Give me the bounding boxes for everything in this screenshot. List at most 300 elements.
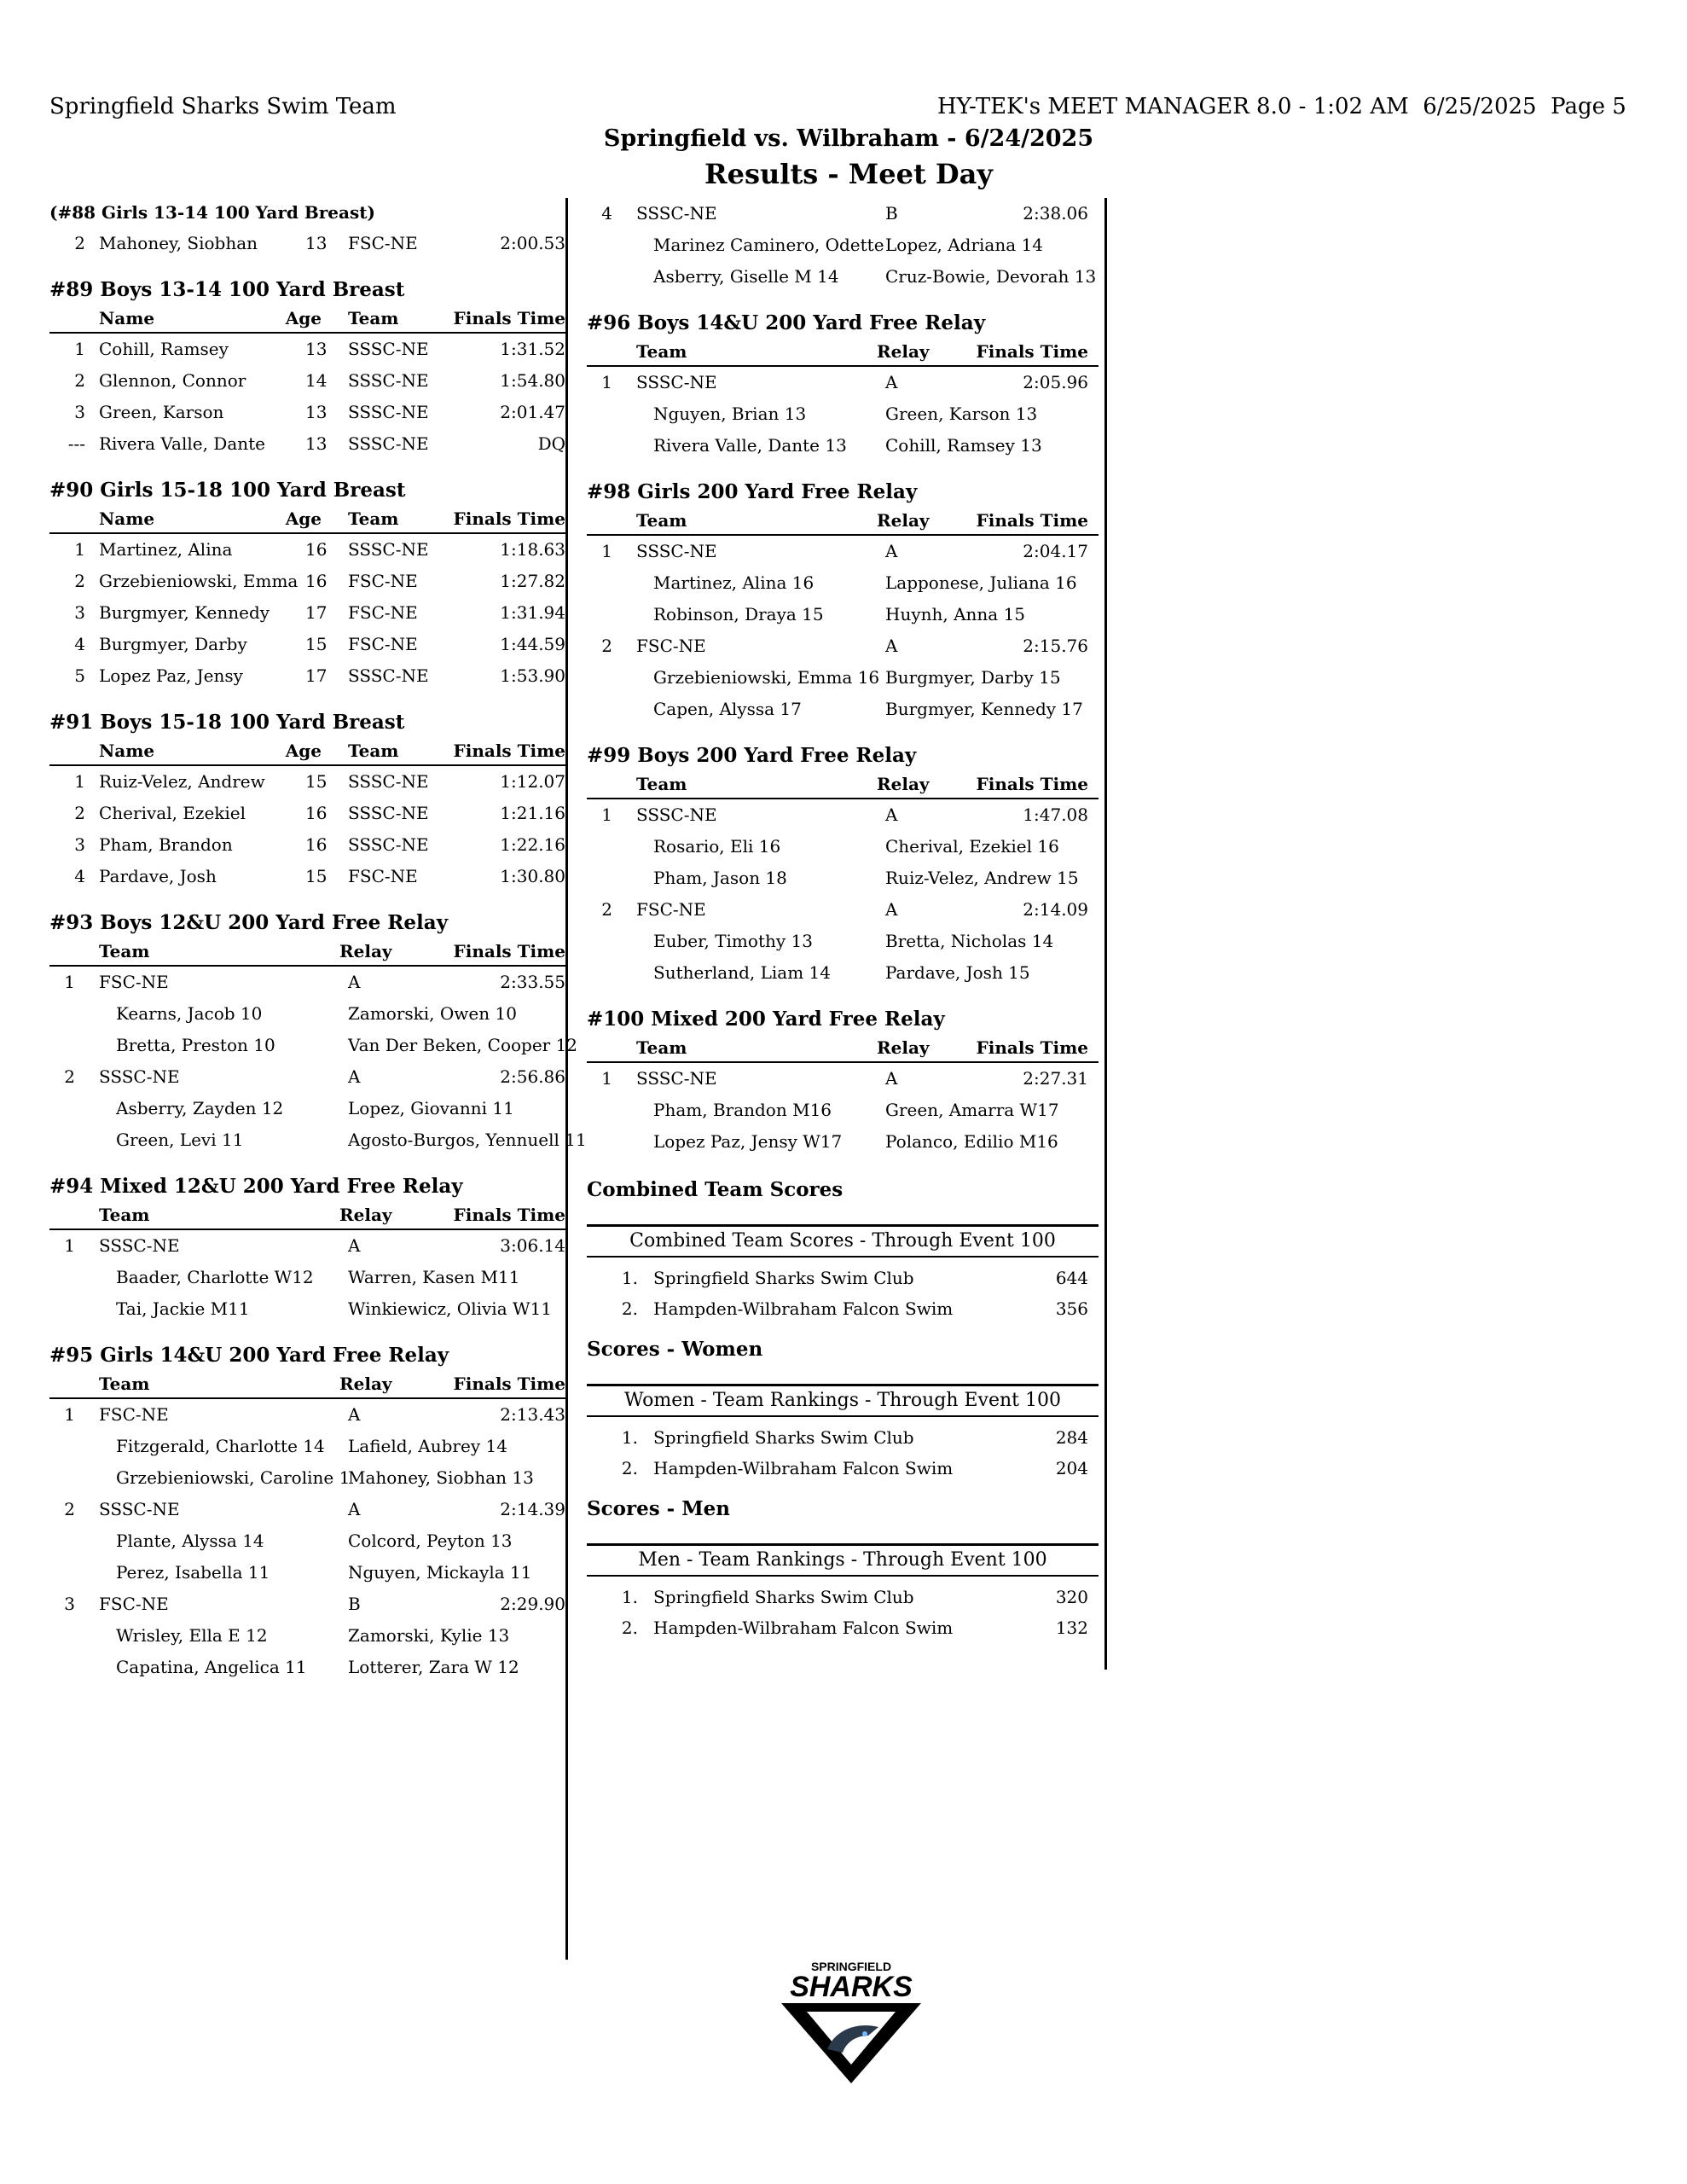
team-rank: 1. bbox=[621, 1427, 638, 1448]
team: SSSC-NE bbox=[636, 1068, 717, 1089]
finals-time: 1:22.16 bbox=[500, 834, 565, 855]
relay-row bbox=[587, 536, 1099, 567]
relay-letter: A bbox=[348, 972, 361, 992]
column-divider-left bbox=[565, 198, 568, 1960]
event-title: #94 Mixed 12&U 200 Yard Free Relay bbox=[49, 1175, 463, 1198]
finals-time: 1:47.08 bbox=[1023, 804, 1088, 825]
header-team: Team bbox=[99, 941, 150, 961]
header-age: Age bbox=[285, 741, 322, 761]
header-finals-time: Finals Time bbox=[453, 508, 565, 529]
team-rank: 1. bbox=[621, 1587, 638, 1607]
place: 1 bbox=[74, 339, 85, 359]
team-score: 320 bbox=[1055, 1587, 1088, 1607]
relay-swimmers-row bbox=[587, 229, 1099, 261]
finals-time: 1:44.59 bbox=[500, 634, 565, 654]
team: SSSC-NE bbox=[348, 771, 429, 792]
header-relay: Relay bbox=[339, 1374, 392, 1394]
team-score-row bbox=[587, 1422, 1099, 1453]
team-score-row bbox=[587, 1612, 1099, 1643]
relay-results-header bbox=[587, 1034, 1099, 1063]
header-relay: Relay bbox=[339, 1205, 392, 1225]
springfield-sharks-logo bbox=[774, 1954, 928, 2090]
relay-swimmer: Ruiz-Velez, Andrew 15 bbox=[885, 868, 1079, 888]
finals-time: 2:33.55 bbox=[500, 972, 565, 992]
header-finals-time: Finals Time bbox=[453, 1374, 565, 1394]
relay-swimmer: Pardave, Josh 15 bbox=[885, 962, 1030, 983]
relay-event-block bbox=[587, 198, 1099, 293]
header-team: Team bbox=[99, 1374, 150, 1394]
relay-swimmers-row bbox=[49, 1620, 565, 1652]
header-finals-time: Finals Time bbox=[976, 510, 1088, 531]
result-row bbox=[49, 829, 565, 861]
relay-swimmer: Martinez, Alina 16 bbox=[653, 572, 815, 593]
relay-letter: B bbox=[885, 203, 898, 224]
result-row bbox=[49, 534, 565, 566]
header-team: Team bbox=[636, 510, 687, 531]
relay-swimmers-row bbox=[587, 430, 1099, 462]
team: FSC-NE bbox=[636, 899, 706, 920]
relay-swimmer: Plante, Alyssa 14 bbox=[116, 1531, 264, 1551]
relay-swimmer: Nguyen, Mickayla 11 bbox=[348, 1562, 532, 1583]
age: 14 bbox=[305, 370, 328, 391]
relay-swimmer: Sutherland, Liam 14 bbox=[653, 962, 831, 983]
header-relay: Relay bbox=[877, 1037, 930, 1058]
relay-results-header bbox=[49, 1201, 565, 1230]
team: SSSC-NE bbox=[348, 433, 429, 454]
relay-letter: B bbox=[348, 1594, 361, 1614]
team: FSC-NE bbox=[348, 233, 418, 253]
finals-time: 1:53.90 bbox=[500, 665, 565, 686]
relay-swimmer: Tai, Jackie M11 bbox=[116, 1298, 250, 1319]
age: 15 bbox=[305, 866, 328, 886]
event-title: #96 Boys 14&U 200 Yard Free Relay bbox=[587, 311, 986, 334]
swimmer-name: Burgmyer, Darby bbox=[99, 634, 247, 654]
relay-event-block bbox=[587, 1004, 1099, 1158]
relay-swimmer: Mahoney, Siobhan 13 bbox=[348, 1467, 534, 1488]
age: 13 bbox=[305, 233, 328, 253]
team-name: Springfield Sharks Swim Club bbox=[653, 1587, 914, 1607]
scores-box-title: Men - Team Rankings - Through Event 100 bbox=[587, 1543, 1099, 1577]
relay-swimmers-row bbox=[49, 1124, 587, 1156]
finals-time: 2:29.90 bbox=[500, 1594, 565, 1614]
relay-swimmer: Kearns, Jacob 10 bbox=[116, 1003, 263, 1024]
header-team: Team bbox=[636, 1037, 687, 1058]
place: 3 bbox=[74, 402, 85, 422]
left-column bbox=[49, 198, 587, 1699]
finals-time: DQ bbox=[537, 433, 565, 454]
place: 2 bbox=[601, 899, 612, 920]
place: 3 bbox=[74, 602, 85, 623]
relay-swimmer: Perez, Isabella 11 bbox=[116, 1562, 270, 1583]
team: FSC-NE bbox=[99, 972, 169, 992]
team: FSC-NE bbox=[99, 1594, 169, 1614]
relay-swimmers-row bbox=[49, 1557, 565, 1589]
relay-letter: A bbox=[885, 899, 898, 920]
team: FSC-NE bbox=[348, 866, 418, 886]
swimmer-name: Pardave, Josh bbox=[99, 866, 217, 886]
relay-row bbox=[587, 894, 1099, 926]
age: 13 bbox=[305, 339, 328, 359]
relay-row bbox=[587, 198, 1099, 229]
relay-event-block bbox=[587, 477, 1099, 725]
event-title: #89 Boys 13-14 100 Yard Breast bbox=[49, 278, 405, 301]
place: 1 bbox=[64, 1235, 75, 1256]
team-rank: 1. bbox=[621, 1268, 638, 1288]
relay-swimmers-row bbox=[49, 1462, 565, 1494]
relay-swimmer: Rosario, Eli 16 bbox=[653, 836, 781, 857]
age: 15 bbox=[305, 771, 328, 792]
event-title: #91 Boys 15-18 100 Yard Breast bbox=[49, 711, 405, 734]
swimmer-name: Green, Karson bbox=[99, 402, 224, 422]
team: FSC-NE bbox=[348, 571, 418, 591]
team-score: 204 bbox=[1055, 1458, 1088, 1478]
team: SSSC-NE bbox=[99, 1066, 180, 1087]
finals-time: 2:56.86 bbox=[500, 1066, 565, 1087]
header-relay: Relay bbox=[339, 941, 392, 961]
finals-time: 2:01.47 bbox=[500, 402, 565, 422]
results-header bbox=[49, 305, 565, 334]
relay-swimmers-row bbox=[49, 1293, 565, 1325]
relay-swimmer: Capen, Alyssa 17 bbox=[653, 699, 802, 719]
relay-swimmers-row bbox=[587, 863, 1099, 894]
relay-swimmer: Bretta, Preston 10 bbox=[116, 1035, 275, 1055]
relay-swimmer: Capatina, Angelica 11 bbox=[116, 1657, 307, 1677]
relay-row bbox=[49, 1061, 565, 1093]
relay-swimmer: Winkiewicz, Olivia W11 bbox=[348, 1298, 552, 1319]
result-row bbox=[49, 566, 565, 597]
relay-swimmer: Grzebieniowski, Caroline 1 bbox=[116, 1467, 351, 1488]
result-row bbox=[49, 798, 565, 829]
team: SSSC-NE bbox=[348, 539, 429, 560]
team-scores-block bbox=[587, 1492, 1099, 1643]
scores-section-title: Scores - Men bbox=[587, 1497, 731, 1520]
relay-swimmers-row bbox=[587, 567, 1099, 599]
relay-letter: A bbox=[348, 1404, 361, 1425]
team: SSSC-NE bbox=[348, 834, 429, 855]
place: 3 bbox=[74, 834, 85, 855]
team: SSSC-NE bbox=[348, 402, 429, 422]
relay-event-block bbox=[49, 908, 587, 1156]
place: 2 bbox=[74, 571, 85, 591]
relay-letter: A bbox=[885, 372, 898, 392]
finals-time: 2:00.53 bbox=[500, 233, 565, 253]
event-title: #90 Girls 15-18 100 Yard Breast bbox=[49, 479, 406, 502]
relay-swimmer: Robinson, Draya 15 bbox=[653, 604, 824, 624]
team-score-row bbox=[587, 1453, 1099, 1484]
relay-results-header bbox=[49, 938, 565, 967]
place: 4 bbox=[601, 203, 612, 224]
scores-box-title: Combined Team Scores - Through Event 100 bbox=[587, 1224, 1099, 1258]
relay-row bbox=[587, 367, 1099, 398]
logo-main-text: SHARKS bbox=[790, 1971, 913, 2003]
event-title: (#88 Girls 13-14 100 Yard Breast) bbox=[49, 202, 375, 223]
relay-event-block bbox=[49, 1171, 565, 1325]
swimmer-name: Pham, Brandon bbox=[99, 834, 233, 855]
relay-row bbox=[587, 630, 1099, 662]
relay-swimmers-row bbox=[587, 1095, 1099, 1126]
relay-results-header bbox=[49, 1370, 565, 1399]
place: 1 bbox=[74, 539, 85, 560]
relay-event-block bbox=[587, 308, 1099, 462]
team: SSSC-NE bbox=[636, 203, 717, 224]
relay-swimmers-row bbox=[49, 1431, 565, 1462]
relay-swimmers-row bbox=[587, 957, 1099, 989]
relay-swimmers-row bbox=[587, 694, 1099, 725]
team-score-row bbox=[587, 1293, 1099, 1324]
place: 3 bbox=[64, 1594, 75, 1614]
relay-swimmer: Euber, Timothy 13 bbox=[653, 931, 813, 951]
relay-swimmer: Pham, Jason 18 bbox=[653, 868, 787, 888]
header-relay: Relay bbox=[877, 774, 930, 794]
header-team: Team bbox=[99, 1205, 150, 1225]
results-header bbox=[49, 505, 565, 534]
header-finals-time: Finals Time bbox=[453, 741, 565, 761]
relay-swimmer: Burgmyer, Darby 15 bbox=[885, 667, 1061, 688]
relay-swimmer: Polanco, Edilio M16 bbox=[885, 1131, 1058, 1152]
relay-swimmers-row bbox=[49, 1525, 565, 1557]
header-finals-time: Finals Time bbox=[453, 941, 565, 961]
finals-time: 1:21.16 bbox=[500, 803, 565, 823]
place: 1 bbox=[64, 972, 75, 992]
header-name: Name bbox=[99, 308, 155, 328]
team: SSSC-NE bbox=[348, 803, 429, 823]
team: FSC-NE bbox=[99, 1404, 169, 1425]
finals-time: 1:30.80 bbox=[500, 866, 565, 886]
page-subtitle: Results - Meet Day bbox=[704, 158, 993, 190]
relay-swimmer: Green, Amarra W17 bbox=[885, 1100, 1059, 1120]
relay-swimmer: Lafield, Aubrey 14 bbox=[348, 1436, 507, 1456]
age: 16 bbox=[305, 803, 328, 823]
finals-time: 3:06.14 bbox=[500, 1235, 565, 1256]
team: SSSC-NE bbox=[99, 1499, 180, 1519]
team-rank: 2. bbox=[621, 1618, 638, 1638]
relay-swimmer: Huynh, Anna 15 bbox=[885, 604, 1026, 624]
header-age: Age bbox=[285, 508, 322, 529]
finals-time: 1:54.80 bbox=[500, 370, 565, 391]
team-score: 644 bbox=[1055, 1268, 1088, 1288]
team-name: Hampden-Wilbraham Falcon Swim bbox=[653, 1298, 954, 1319]
header-finals-time: Finals Time bbox=[453, 308, 565, 328]
relay-results-header bbox=[587, 507, 1099, 536]
relay-swimmer: Cruz-Bowie, Devorah 13 bbox=[885, 266, 1097, 287]
header-finals-time: Finals Time bbox=[976, 774, 1088, 794]
relay-letter: A bbox=[885, 541, 898, 561]
relay-swimmer: Lopez Paz, Jensy W17 bbox=[653, 1131, 843, 1152]
team-name: Springfield Sharks Swim Club bbox=[653, 1268, 914, 1288]
result-row bbox=[49, 228, 565, 259]
relay-row bbox=[49, 1589, 565, 1620]
team-score: 284 bbox=[1055, 1427, 1088, 1448]
relay-swimmers-row bbox=[587, 1126, 1099, 1158]
relay-letter: A bbox=[348, 1499, 361, 1519]
place: 2 bbox=[74, 233, 85, 253]
finals-time: 2:04.17 bbox=[1023, 541, 1088, 561]
team: SSSC-NE bbox=[636, 372, 717, 392]
relay-swimmers-row bbox=[587, 261, 1099, 293]
team-score-row bbox=[587, 1263, 1099, 1293]
result-row bbox=[49, 629, 565, 660]
place: 2 bbox=[64, 1499, 75, 1519]
relay-swimmer: Lopez, Adriana 14 bbox=[885, 235, 1043, 255]
relay-swimmers-row bbox=[49, 1030, 578, 1061]
finals-time: 1:27.82 bbox=[500, 571, 565, 591]
team-score: 132 bbox=[1055, 1618, 1088, 1638]
result-row bbox=[49, 861, 565, 892]
place: 4 bbox=[74, 634, 85, 654]
header-relay: Relay bbox=[877, 341, 930, 362]
scores-section-title: Combined Team Scores bbox=[587, 1178, 844, 1201]
relay-swimmer: Asberry, Giselle M 14 bbox=[653, 266, 839, 287]
relay-results-header bbox=[587, 770, 1099, 799]
header-software-info: HY-TEK's MEET MANAGER 8.0 - 1:02 AM 6/25/2025 Page 5 bbox=[937, 94, 1626, 119]
result-row bbox=[49, 334, 565, 365]
team: FSC-NE bbox=[348, 602, 418, 623]
scores-box-title: Women - Team Rankings - Through Event 100 bbox=[587, 1384, 1099, 1417]
event-title: #93 Boys 12&U 200 Yard Free Relay bbox=[49, 911, 449, 934]
team-rank: 2. bbox=[621, 1298, 638, 1319]
place: 2 bbox=[64, 1066, 75, 1087]
relay-row bbox=[49, 1399, 565, 1431]
event-title: #95 Girls 14&U 200 Yard Free Relay bbox=[49, 1344, 449, 1367]
relay-swimmer: Lapponese, Juliana 16 bbox=[885, 572, 1077, 593]
relay-swimmer: Pham, Brandon M16 bbox=[653, 1100, 832, 1120]
place: 1 bbox=[64, 1404, 75, 1425]
finals-time: 2:38.06 bbox=[1023, 203, 1088, 224]
age: 13 bbox=[305, 433, 328, 454]
age: 17 bbox=[305, 665, 328, 686]
relay-swimmer: Zamorski, Owen 10 bbox=[348, 1003, 517, 1024]
relay-swimmers-row bbox=[49, 998, 565, 1030]
header-team: Team bbox=[348, 508, 399, 529]
place: 1 bbox=[601, 804, 612, 825]
team: SSSC-NE bbox=[348, 339, 429, 359]
header-team: Team bbox=[636, 774, 687, 794]
team-name: Springfield Sharks Swim Club bbox=[653, 1427, 914, 1448]
relay-row bbox=[49, 1494, 565, 1525]
event-block bbox=[49, 475, 565, 692]
header-relay: Relay bbox=[877, 510, 930, 531]
meet-title: Springfield vs. Wilbraham - 6/24/2025 bbox=[603, 125, 1094, 152]
relay-swimmer: Nguyen, Brian 13 bbox=[653, 404, 807, 424]
result-row bbox=[49, 397, 565, 428]
relay-swimmer: Zamorski, Kylie 13 bbox=[348, 1625, 510, 1646]
relay-swimmer: Lotterer, Zara W 12 bbox=[348, 1657, 519, 1677]
relay-swimmers-row bbox=[49, 1093, 565, 1124]
header-team: Team bbox=[348, 741, 399, 761]
header-team: Team bbox=[348, 308, 399, 328]
place: 1 bbox=[601, 372, 612, 392]
relay-row bbox=[587, 799, 1099, 831]
header-team: Team bbox=[636, 341, 687, 362]
relay-event-block bbox=[49, 1340, 565, 1683]
relay-swimmer: Lopez, Giovanni 11 bbox=[348, 1098, 514, 1118]
shark-eye-icon bbox=[862, 2031, 867, 2036]
relay-swimmer: Warren, Kasen M11 bbox=[348, 1267, 520, 1287]
team-score-row bbox=[587, 1582, 1099, 1612]
relay-swimmer: Asberry, Zayden 12 bbox=[116, 1098, 284, 1118]
relay-swimmers-row bbox=[587, 599, 1099, 630]
swimmer-name: Grzebieniowski, Emma bbox=[99, 571, 299, 591]
age: 17 bbox=[305, 602, 328, 623]
event-title: #98 Girls 200 Yard Free Relay bbox=[587, 480, 918, 503]
team: FSC-NE bbox=[348, 634, 418, 654]
finals-time: 2:15.76 bbox=[1023, 636, 1088, 656]
result-row bbox=[49, 660, 565, 692]
relay-swimmer: Green, Karson 13 bbox=[885, 404, 1038, 424]
relay-swimmer: Van Der Beken, Cooper 12 bbox=[348, 1035, 578, 1055]
header-team-name: Springfield Sharks Swim Team bbox=[49, 94, 397, 119]
swimmer-name: Rivera Valle, Dante bbox=[99, 433, 266, 454]
finals-time: 2:27.31 bbox=[1023, 1068, 1088, 1089]
relay-swimmer: Agosto-Burgos, Yennuell 11 bbox=[348, 1130, 587, 1150]
header-finals-time: Finals Time bbox=[976, 1037, 1088, 1058]
relay-swimmers-row bbox=[587, 831, 1099, 863]
team: FSC-NE bbox=[636, 636, 706, 656]
finals-time: 1:12.07 bbox=[500, 771, 565, 792]
result-row bbox=[49, 597, 565, 629]
finals-time: 2:14.39 bbox=[500, 1499, 565, 1519]
event-block bbox=[49, 275, 565, 460]
age: 15 bbox=[305, 634, 328, 654]
header-name: Name bbox=[99, 741, 155, 761]
place: 5 bbox=[74, 665, 85, 686]
event-title: #100 Mixed 200 Yard Free Relay bbox=[587, 1008, 945, 1031]
team: SSSC-NE bbox=[636, 541, 717, 561]
relay-swimmers-row bbox=[587, 926, 1099, 957]
result-row bbox=[49, 766, 565, 798]
team-rank: 2. bbox=[621, 1458, 638, 1478]
team: SSSC-NE bbox=[348, 370, 429, 391]
relay-results-header bbox=[587, 338, 1099, 367]
relay-swimmers-row bbox=[587, 398, 1099, 430]
place: --- bbox=[67, 433, 85, 454]
swimmer-name: Lopez Paz, Jensy bbox=[99, 665, 243, 686]
logo-top-text: SPRINGFIELD bbox=[810, 1960, 892, 1973]
relay-row bbox=[587, 1063, 1099, 1095]
event-block bbox=[49, 707, 565, 892]
result-row bbox=[49, 428, 565, 460]
team: SSSC-NE bbox=[636, 804, 717, 825]
swimmer-name: Glennon, Connor bbox=[99, 370, 246, 391]
finals-time: 2:13.43 bbox=[500, 1404, 565, 1425]
relay-swimmer: Rivera Valle, Dante 13 bbox=[653, 435, 847, 456]
team-scores-block bbox=[587, 1333, 1099, 1484]
scores-section-title: Scores - Women bbox=[587, 1338, 763, 1361]
relay-swimmers-row bbox=[49, 1652, 565, 1683]
results-header bbox=[49, 737, 565, 766]
swimmer-name: Cherival, Ezekiel bbox=[99, 803, 246, 823]
place: 1 bbox=[74, 771, 85, 792]
place: 4 bbox=[74, 866, 85, 886]
relay-swimmer: Green, Levi 11 bbox=[116, 1130, 244, 1150]
column-divider-right bbox=[1104, 198, 1107, 1670]
relay-swimmer: Cherival, Ezekiel 16 bbox=[885, 836, 1059, 857]
relay-row bbox=[49, 1230, 565, 1262]
swimmer-name: Cohill, Ramsey bbox=[99, 339, 229, 359]
finals-time: 2:05.96 bbox=[1023, 372, 1088, 392]
relay-letter: A bbox=[885, 804, 898, 825]
relay-letter: A bbox=[885, 1068, 898, 1089]
age: 16 bbox=[305, 539, 328, 560]
team-score: 356 bbox=[1055, 1298, 1088, 1319]
place: 1 bbox=[601, 541, 612, 561]
swimmer-name: Burgmyer, Kennedy bbox=[99, 602, 270, 623]
relay-swimmers-row bbox=[49, 1262, 565, 1293]
relay-swimmer: Fitzgerald, Charlotte 14 bbox=[116, 1436, 325, 1456]
relay-swimmer: Burgmyer, Kennedy 17 bbox=[885, 699, 1083, 719]
team-name: Hampden-Wilbraham Falcon Swim bbox=[653, 1618, 954, 1638]
relay-letter: A bbox=[348, 1066, 361, 1087]
